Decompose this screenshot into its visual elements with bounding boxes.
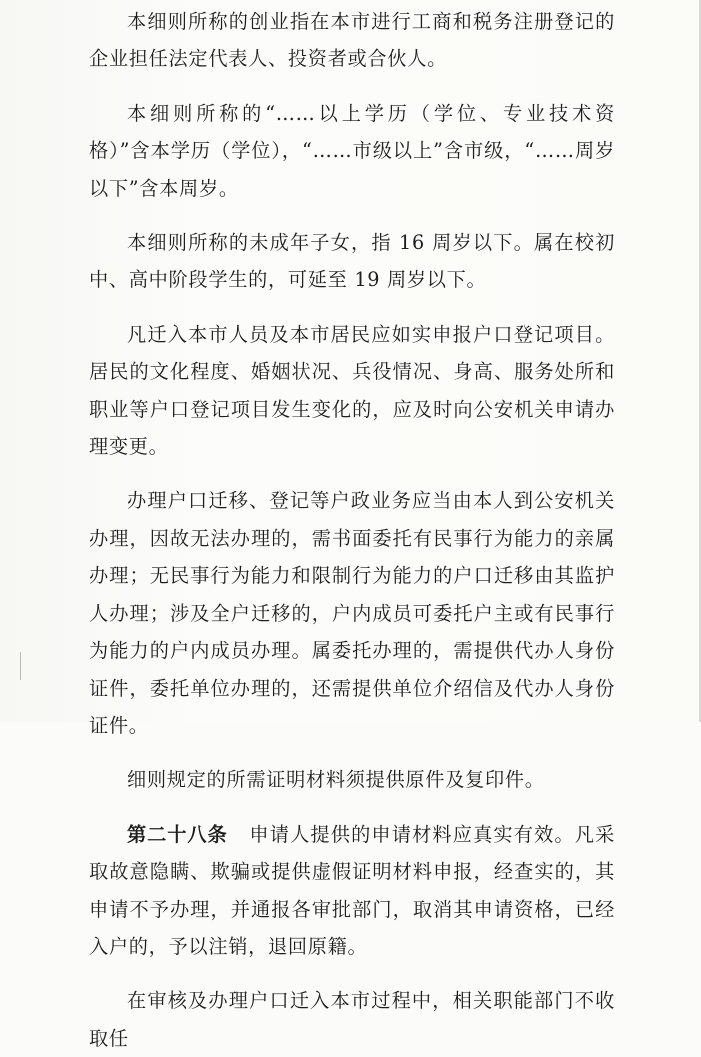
scan-mark: [20, 652, 21, 680]
paragraph-household-registration-items: 凡迁入本市人员及本市居民应如实申报户口登记项目。居民的文化程度、婚姻状况、兵役情况、身高、服务处所和职业等户口登记项目发生变化的，应及时向公安机关申请办理变更。: [89, 322, 615, 459]
article-spacer: [228, 823, 250, 846]
article-heading: 第二十八条: [127, 822, 228, 846]
paragraph-household-procedures: 办理户口迁移、登记等户政业务应当由本人到公安机关办理，因故无法办理的，需书面委托有民事行为能力的亲属办理；无民事行为能力和限制行为能力的户口迁移由其监护人办理；涉及全户迁移的，户内成员可委托户主或有民事行为能力的户内成员办理。属委托办理的，需提供代办人身份证件，委托单位办理的，还需提供单位介绍信及代办人身份证件。: [89, 489, 615, 737]
article-text: 申请人提供的申请材料应真实有效。凡采取故意隐瞒、欺骗或提供虚假证明材料申报，经查实的，其申请不予办理，并通报各审批部门，取消其申请资格，已经入户的，予以注销，退回原籍。: [89, 822, 615, 958]
paragraph-proof-materials: 细则规定的所需证明材料须提供原件及复印件。: [127, 768, 545, 792]
paragraph-article-28: [89, 816, 615, 966]
paragraph-fees: 在审核及办理户口迁入本市过程中，相关职能部门不收取任: [89, 989, 615, 1050]
paragraph-minor-children-definition: 本细则所称的未成年子女，指 16 周岁以下。属在校初中、高中阶段学生的，可延至 19 周岁以下。: [89, 231, 615, 292]
paragraph-entrepreneurship-definition: 本细则所称的创业指在本市进行工商和税务注册登记的企业担任法定代表人、投资者或合伙人。: [89, 10, 615, 71]
document-body: [89, 0, 615, 1057]
paragraph-education-definition: 本细则所称的“……以上学历（学位、专业技术资格）”含本学历（学位），“……市级以上”含市级，“……周岁以下”含本周岁。: [89, 101, 615, 200]
